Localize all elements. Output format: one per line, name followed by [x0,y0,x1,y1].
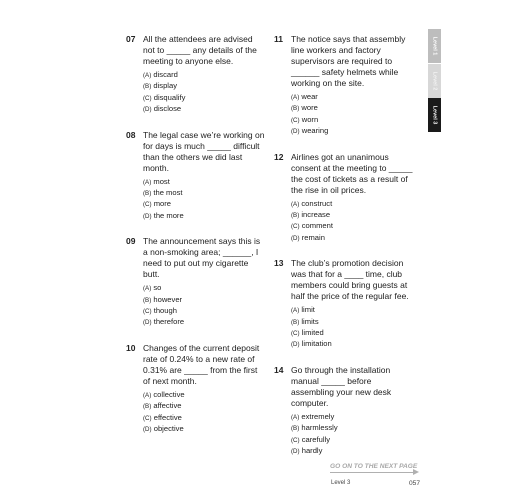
question-text: All the attendees are advised not to _____ any details of the meeting to anyone else. [143,34,257,66]
level-tab-3 [428,98,441,132]
option-item [143,199,266,210]
option-letter: (B) [291,105,300,113]
question-item [126,130,266,223]
go-on-next-page-label: GO ON TO THE NEXT PAGE [330,463,418,470]
option-item [143,81,266,92]
option-item [143,401,266,412]
option-item [291,328,414,339]
option-text: extremely [301,411,335,421]
option-item [291,435,414,446]
option-text: wore [301,103,318,113]
option-item [291,446,414,457]
option-letter: (B) [143,190,152,198]
option-letter: (A) [291,413,300,421]
option-text: worn [301,114,319,124]
option-letter: (D) [291,234,300,242]
option-item [291,412,414,423]
option-text: more [153,199,172,209]
level-tabs [428,29,441,133]
question-item [126,343,266,436]
option-letter: (D) [143,319,152,327]
question-body [143,343,266,436]
option-text: collective [153,389,185,399]
option-letter: (B) [143,403,152,411]
option-item [143,93,266,104]
option-text: remain [301,232,325,242]
option-letter: (D) [143,426,152,434]
level-tab-2-label: Level 2 [431,71,438,90]
option-item [291,317,414,328]
option-item [143,317,266,328]
question-text: Airlines got an unanimous consent at the meeting to _____ the cost of tickets as a result of the rise in oil prices. [291,151,413,195]
option-item [143,306,266,317]
question-number: 12 [274,151,284,162]
option-item [143,424,266,435]
option-letter: (D) [291,128,300,136]
option-letter: (D) [143,212,152,220]
option-letter: (C) [291,436,300,444]
option-letter: (A) [143,72,152,79]
question-item [274,258,414,351]
option-text: disclose [153,104,182,114]
option-text: disqualify [153,92,186,102]
right-column [274,34,414,472]
option-text: most [153,176,170,186]
option-letter: (A) [291,200,300,208]
option-letter: (D) [291,341,300,349]
question-number: 11 [274,34,283,44]
option-item [291,126,414,137]
question-text: The club’s promotion decision was that for a ____ time, club members could bring guests at half the price of the regular fee. [291,258,409,302]
question-number: 14 [274,364,284,375]
option-item [291,233,414,244]
option-item [143,70,266,81]
option-item [143,283,266,294]
options-list [143,283,266,329]
option-text: harmlessly [301,423,338,433]
option-text: display [153,81,178,91]
option-text: the more [153,210,184,220]
options-list [291,92,414,138]
question-number: 07 [126,34,136,44]
option-text: affective [153,401,182,411]
option-text: therefore [153,317,185,327]
options-list [143,70,266,116]
options-list [143,177,266,223]
option-item [143,295,266,306]
option-item [291,103,414,114]
question-body [143,34,266,116]
option-letter: (A) [143,178,152,186]
level-tab-1 [428,29,441,63]
option-letter: (A) [291,307,300,315]
option-letter: (C) [143,414,152,422]
question-item [126,34,266,116]
option-text: however [153,294,183,304]
option-text: hardly [301,446,323,456]
question-body [291,34,414,138]
option-item [143,104,266,115]
question-number: 13 [274,258,284,269]
option-letter: (C) [291,116,300,124]
option-item [291,199,414,210]
option-text: construct [301,198,333,208]
options-list [291,199,414,245]
option-text: effective [153,412,182,422]
question-number: 10 [126,342,136,353]
option-item [291,339,414,350]
question-body [143,130,266,223]
option-letter: (C) [291,330,300,338]
footer-level: Level 3 [331,480,351,486]
question-text: Changes of the current deposit rate of 0.24% to a new rate of 0.31% are _____ from the first of next month. [143,342,260,386]
option-text: objective [153,424,184,434]
option-text: limits [301,316,319,326]
option-text: limitation [301,339,332,349]
option-text: wearing [301,126,329,136]
option-letter: (A) [143,391,152,399]
question-text: The notice says that assembly line workers and factory supervisors are required to ______ safety helmets while working on the site. [291,34,406,88]
option-letter: (B) [143,83,152,91]
option-letter: (B) [291,212,300,220]
option-letter: (C) [143,201,152,209]
option-letter: (D) [143,106,152,114]
option-letter: (B) [143,296,152,304]
level-tab-1-label: Level 1 [431,36,438,56]
question-body [291,152,414,245]
option-text: limited [301,328,324,338]
option-text: though [153,306,177,316]
option-item [143,177,266,188]
option-item [291,115,414,126]
question-number: 08 [126,129,136,140]
level-tab-3-label: Level 3 [431,105,438,125]
option-text: comment [301,221,333,231]
option-item [291,221,414,232]
question-text: The legal case we’re working on for days is much _____ difficult than the others we did last month. [143,129,265,173]
option-item [291,423,414,434]
option-letter: (A) [291,94,300,101]
option-item [143,390,266,401]
option-letter: (B) [291,425,300,433]
question-item [274,152,414,245]
options-list [291,305,414,351]
option-letter: (C) [291,223,300,231]
option-letter: (C) [143,94,152,102]
option-item [143,211,266,222]
question-text: The announcement says this is a non-smoking area; ______, I need to put out my cigarette butt. [143,236,261,280]
option-text: discard [153,70,178,79]
left-column [126,34,266,450]
options-list [291,412,414,458]
option-letter: (C) [143,308,152,316]
option-letter: (A) [143,285,152,293]
option-item [291,210,414,221]
next-page-line [330,472,414,473]
question-body [291,258,414,351]
option-text: limit [301,305,315,315]
option-item [291,92,414,103]
question-body [291,365,414,458]
option-text: wear [301,92,318,101]
option-text: the most [153,188,183,198]
question-item [274,34,414,138]
question-text: Go through the installation manual _____ before assembling your new desk computer. [291,364,392,408]
option-text: increase [301,210,331,220]
option-item [143,413,266,424]
option-text: carefully [301,434,330,444]
question-item [126,236,266,329]
question-item [274,365,414,458]
right-arrow-icon [413,469,419,475]
question-body [143,236,266,329]
level-tab-2 [428,64,441,98]
option-item [143,188,266,199]
question-number: 09 [126,236,136,247]
option-letter: (B) [291,318,300,326]
page-number: 057 [409,480,421,487]
options-list [143,390,266,436]
option-item [291,305,414,316]
option-text: so [153,283,162,293]
option-letter: (D) [291,448,300,456]
